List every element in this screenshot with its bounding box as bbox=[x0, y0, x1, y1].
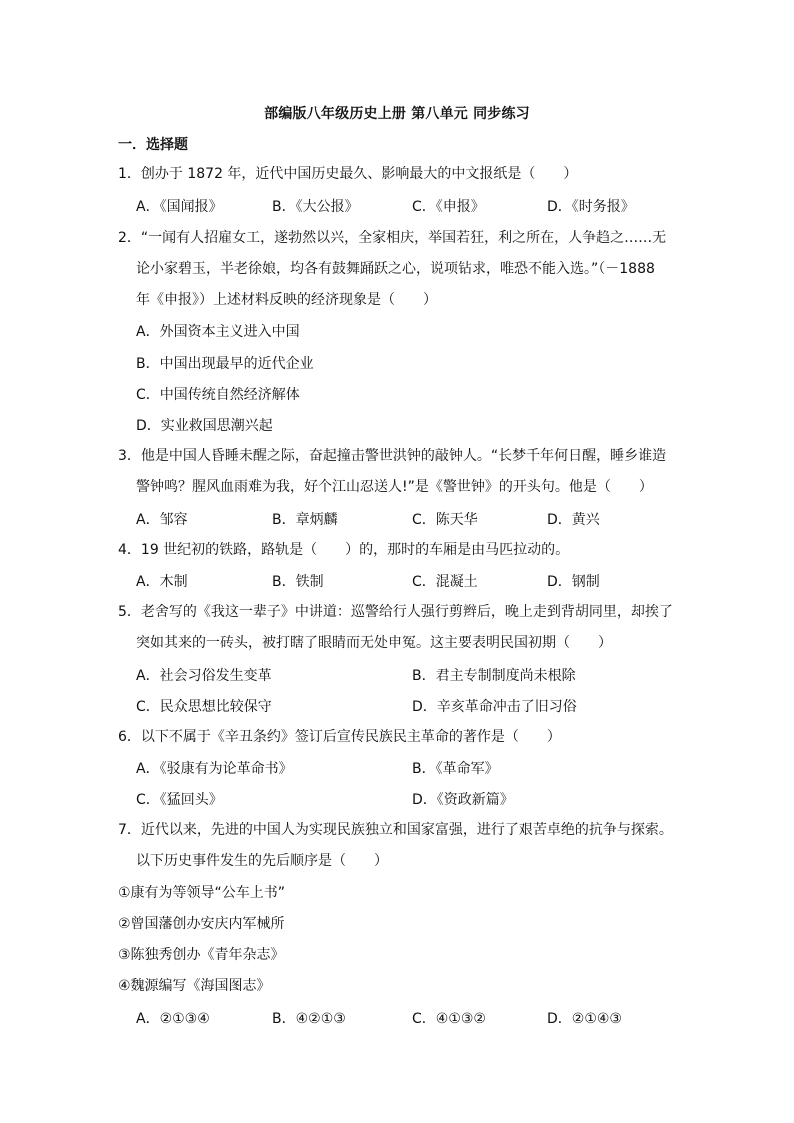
q5-option-b: B．君主专制制度尚未根除 bbox=[412, 668, 576, 684]
q2-option-c: C．中国传统自然经济解体 bbox=[136, 387, 300, 403]
q2-option-b: B．中国出现最早的近代企业 bbox=[136, 356, 314, 372]
q5-stem-line2: 突如其来的一砖头，被打瞎了眼睛而无处申冤。这主要表明民国初期（ ） bbox=[136, 635, 612, 651]
q6-stem: 6．以下不属于《辛丑条约》签订后宣传民族民主革命的著作是（ ） bbox=[118, 729, 561, 745]
q4-option-b: B．铁制 bbox=[272, 574, 324, 590]
q3-option-c: C．陈天华 bbox=[412, 512, 478, 528]
q4-option-d: D．钢制 bbox=[547, 574, 600, 590]
q1-option-d: D．《时务报》 bbox=[547, 199, 635, 215]
q6-option-b: B．《革命军》 bbox=[412, 761, 499, 777]
q7-option-b: B．④②①③ bbox=[272, 1011, 346, 1027]
q7-stem-line2: 以下历史事件发生的先后顺序是（ ） bbox=[136, 853, 388, 869]
q1-option-c: C．《申报》 bbox=[412, 199, 485, 215]
q1-stem: 1．创办于 1872 年，近代中国历史最久、影响最大的中文报纸是（ ） bbox=[118, 166, 578, 182]
q5-stem-line1: 5．老舍写的《我这一辈子》中讲道：巡警给行人强行剪辫后，晚上走到背胡同里，却挨了 bbox=[118, 604, 673, 620]
q7-option-a: A．②①③④ bbox=[136, 1011, 210, 1027]
q3-stem-line2: 警钟鸣？腥风血雨难为我，好个江山忍送人!”是《警世钟》的开头句。他是（ ） bbox=[136, 479, 653, 495]
q3-option-b: B．章炳麟 bbox=[272, 512, 338, 528]
q2-option-d: D．实业救国思潮兴起 bbox=[136, 418, 273, 434]
q6-option-d: D．《资政新篇》 bbox=[412, 792, 514, 808]
q1-option-b: B．《大公报》 bbox=[272, 199, 359, 215]
q7-option-d: D．②①④③ bbox=[547, 1011, 622, 1027]
q5-option-a: A．社会习俗发生变革 bbox=[136, 668, 272, 684]
section-heading: 一．选择题 bbox=[118, 137, 188, 153]
page-title: 部编版八年级历史上册 第八单元 同步练习 bbox=[264, 106, 530, 122]
q6-option-c: C．《猛回头》 bbox=[136, 792, 223, 808]
q4-stem: 4．19 世纪初的铁路，路轨是（ ）的，那时的车厢是由马匹拉动的。 bbox=[118, 542, 570, 558]
q3-stem-line1: 3．他是中国人昏睡未醒之际，奋起撞击警世洪钟的敲钟人。“长梦千年何日醒，睡乡谁造 bbox=[118, 448, 667, 464]
q2-stem-line1: 2．“一闻有人招雇女工，遂勃然以兴，全家相庆，举国若狂，利之所在，人争趋之……无 bbox=[118, 230, 667, 246]
q7-item-4: ④魏源编写《海国图志》 bbox=[118, 978, 271, 994]
q7-item-3: ③陈独秀创办《青年杂志》 bbox=[118, 947, 285, 963]
q4-option-a: A．木制 bbox=[136, 574, 188, 590]
q4-option-c: C．混凝土 bbox=[412, 574, 478, 590]
q3-option-a: A．邹容 bbox=[136, 512, 188, 528]
q2-stem-line3: 年《申报》）上述材料反映的经济现象是（ ） bbox=[136, 292, 437, 308]
q6-option-a: A．《驳康有为论革命书》 bbox=[136, 761, 293, 777]
q2-stem-line2: 论小家碧玉，半老徐娘，均各有鼓舞踊跃之心，说项钻求，唯恐不能入选。”（－1888 bbox=[136, 261, 655, 277]
q5-option-d: D．辛亥革命冲击了旧习俗 bbox=[412, 699, 577, 715]
q1-option-a: A．《国闻报》 bbox=[136, 199, 223, 215]
q5-option-c: C．民众思想比较保守 bbox=[136, 699, 272, 715]
q2-option-a: A．外国资本主义进入中国 bbox=[136, 324, 300, 340]
q7-option-c: C．④①③② bbox=[412, 1011, 486, 1027]
q7-item-1: ①康有为等领导“公车上书” bbox=[118, 885, 286, 901]
q7-item-2: ②曾国藩创办安庆内军械所 bbox=[118, 916, 285, 932]
q3-option-d: D．黄兴 bbox=[547, 512, 600, 528]
q7-stem-line1: 7．近代以来，先进的中国人为实现民族独立和国家富强，进行了艰苦卓绝的抗争与探索。 bbox=[118, 822, 673, 838]
